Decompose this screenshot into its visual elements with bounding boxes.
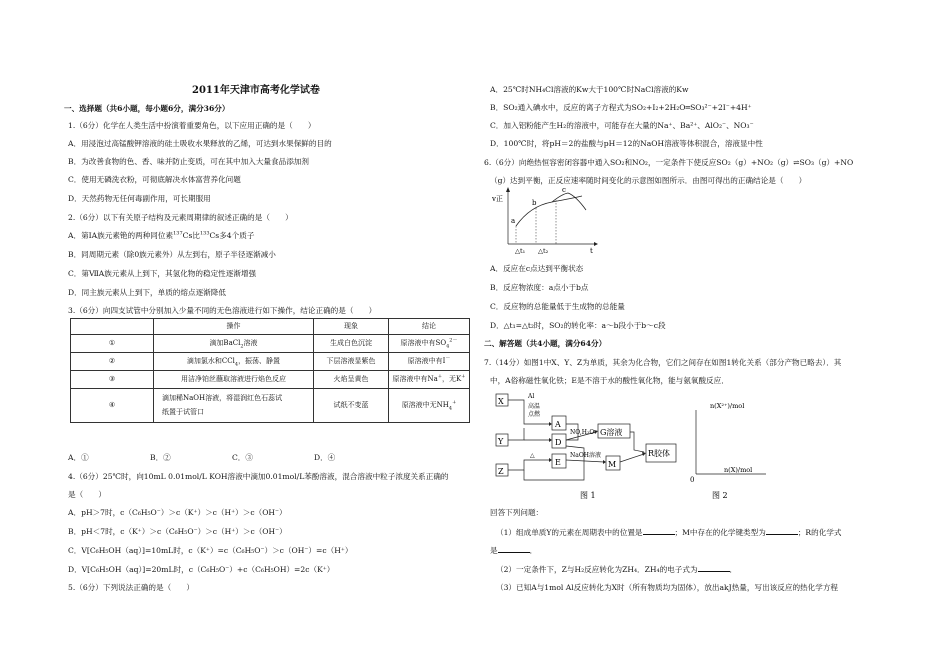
q3-header-operation: 操作 — [154, 319, 314, 335]
q7-part-1: （1）组成单质Y的元素在周期表中的位置是 ；M中存在的化学键类型为 ；R的化学式 — [496, 528, 842, 537]
q3-row1-phen: 生成白色沉淀 — [314, 335, 389, 353]
label-gaowen: 高温 — [528, 403, 541, 410]
label-r: R胶体 — [648, 449, 671, 458]
q6-x-label: t — [590, 247, 593, 255]
exam-title: 2011年天津市高考化学试卷 — [192, 85, 320, 96]
q6-rate-curve — [516, 196, 582, 226]
q5-stem: 5.（6分）下列说法正确的是（ ） — [68, 583, 194, 592]
q3-row2-phen: 下层溶液显紫色 — [314, 353, 389, 371]
label-naoh: NaOH溶液 — [570, 452, 601, 459]
fig2-y-label: n(X²⁺)/mol — [710, 402, 745, 410]
q7-stem-line1: 7.（14分）如图1中X、Y、Z为单质，其余为化合物，它们之间存在如图1转化关系（部分产物已略去）．其 — [484, 358, 842, 367]
figure-1-caption: 图 1 — [580, 491, 596, 500]
q5-option-b: B．SO₂通入碘水中，反应的离子方程式为SO₂+I₂+2H₂O═SO₃²⁻+2I⁻+4H⁺ — [490, 103, 752, 112]
answer-blank-2[interactable] — [766, 527, 798, 535]
q3-row4-con: 原溶液中无$NH_4^+$ — [389, 389, 470, 423]
q7-part-3: （3）已知A与1mol Al反应转化为X时（所有物质均为固体），放出akJ热量，写出该反应的热化学方程 — [496, 583, 839, 592]
q6-dt2-label: △t₂ — [538, 247, 549, 255]
arrowhead-e — [549, 458, 552, 462]
q7-figure-2 — [686, 390, 770, 502]
q2-option-c: C．第ⅦA族元素从上到下，其氢化物的稳定性逐渐增强 — [68, 269, 257, 278]
label-d: D — [555, 438, 562, 447]
q6-option-c: C．反应物的总能量低于生成物的总能量 — [490, 302, 625, 311]
q2-option-d: D．同主族元素从上到下，单质的熔点逐渐降低 — [68, 288, 226, 297]
q6-point-c: c — [562, 186, 566, 194]
q3-stem: 3.（6分）向四支试管中分别加入少量不同的无色溶液进行如下操作，结论正确的是（ ） — [68, 306, 377, 315]
q4-stem-line2: 是（ ） — [68, 490, 106, 499]
q3-table — [70, 318, 470, 423]
q6-dt1-label: △t₁ — [515, 247, 526, 255]
q3-option-b: B．② — [150, 453, 171, 462]
label-heat: △ — [530, 452, 535, 459]
q5-option-d: D．100℃时，将pH＝2的盐酸与pH＝12的NaOH溶液等体积混合，溶液显中性 — [490, 139, 763, 148]
q3-header-phenomenon: 现象 — [314, 319, 389, 335]
q7-part-1-cont: 是 ． — [490, 546, 538, 555]
q3-row4-phen: 试纸不变蓝 — [314, 389, 389, 423]
q4-stem-line1: 4.（6分）25℃时，向10mL 0.01mol/L KOH溶液中滴加0.01mol/L苯酚溶液，混合溶液中粒子浓度关系正确的 — [68, 472, 449, 481]
fig2-x-label: n(X)/mol — [724, 466, 753, 474]
label-dianran: 点燃 — [528, 411, 541, 418]
q6-point-a: a — [511, 217, 516, 225]
arrow-g-r — [630, 432, 644, 452]
arrowhead-g — [594, 430, 598, 434]
q7-stem-line2: 中，A俗称磁性氧化铁；E是不溶于水的酸性氧化物，能与氨氧酸反应． — [490, 376, 729, 385]
q2-option-b: B．同周期元素（除0族元素外）从左到右，原子半径逐渐减小 — [68, 250, 276, 259]
arrowhead-r — [642, 452, 646, 456]
table-row — [71, 371, 470, 389]
q5-option-a: A．25℃时NH₄Cl溶液的Kw大于100℃时NaCl溶液的Kw — [490, 85, 689, 94]
q6-option-b: B．反应物浓度：a点小于b点 — [490, 283, 589, 292]
arrow-z-e — [508, 460, 550, 470]
q3-option-a: A．① — [68, 453, 89, 462]
q3-row1-no: ① — [71, 335, 154, 353]
q1-option-c: C．使用无磷洗衣粉，可彻底解决水体富营养化问题 — [68, 175, 241, 184]
q3-row1-op: 滴加BaCl$_2$溶液 — [154, 335, 314, 353]
table-row — [71, 335, 470, 353]
q3-option-d: D．④ — [314, 453, 336, 462]
q3-row4-no: ④ — [71, 389, 154, 423]
q6-rate-curve-peak — [552, 193, 586, 210]
arrow-e-m — [566, 460, 604, 462]
label-z: Z — [498, 467, 504, 476]
section-1-header: 一、选择题（共6小题，每小题6分，满分36分） — [64, 104, 230, 113]
arrowhead-m — [603, 460, 606, 464]
q3-header-no — [71, 319, 154, 335]
q1-option-b: B．为改善食物的色、香、味并防止变质，可在其中加入大量食品添加剂 — [68, 157, 309, 166]
answer-blank-4[interactable] — [698, 564, 730, 572]
q1-option-d: D．天然药物无任何毒副作用，可长期服用 — [68, 194, 211, 203]
q6-point-b: b — [532, 199, 537, 207]
q3-row3-no: ③ — [71, 371, 154, 389]
q4-option-c: C．V[C₆H₅OH（aq）]=10mL时，c（K⁺）=c（C₆H₅O⁻）＞c（OH⁻）=c（H⁺） — [68, 546, 353, 555]
q3-header-conclusion: 结论 — [389, 319, 470, 335]
q3-row2-no: ② — [71, 353, 154, 371]
q7-part-2: （2）一定条件下，Z与H₂反应转化为ZH₄．ZH₄的电子式为 ． — [496, 565, 738, 574]
q1-option-a: A．用浸泡过高锰酸钾溶液的硅土吸收水果释放的乙烯，可达到水果保鲜的目的 — [68, 139, 332, 148]
q3-row1-con: 原溶液中有$SO_4^{2-}$ — [389, 335, 470, 353]
q3-row2-con: 原溶液中有I－ — [389, 353, 470, 371]
line-y-a — [508, 428, 524, 440]
q6-option-a: A．反应在c点达到平衡状态 — [490, 264, 584, 273]
q6-x-arrow — [594, 242, 598, 246]
q4-option-a: A．pH＞7时，c（C₆H₅O⁻）＞c（K⁺）＞c（H⁺）＞c（OH⁻） — [68, 508, 287, 517]
label-e: E — [555, 458, 561, 467]
q3-option-c: C．③ — [232, 453, 253, 462]
label-a: A — [555, 420, 561, 429]
q3-row2-op: 滴加氯水和CCl$_4$，振荡、静置 — [154, 353, 314, 371]
q5-option-c: C．加入铝粉能产生H₂的溶液中，可能存在大量的Na⁺、Ba²⁺、AlO₂⁻、NO₃⁻ — [490, 121, 754, 130]
table-row — [71, 389, 470, 423]
fig2-origin: 0 — [690, 476, 695, 484]
q7-answer-prompt: 回答下列问题： — [490, 508, 544, 517]
q6-y-label: v正 — [492, 195, 503, 203]
q6-rate-time-figure — [490, 186, 600, 256]
q4-option-b: B．pH＜7时，c（K⁺）＞c（C₆H₅O⁻）＞c（H⁺）＞c（OH⁻） — [68, 527, 287, 536]
label-x: X — [498, 397, 504, 406]
arrowhead-a — [549, 422, 552, 426]
figure-2-caption: 图 2 — [712, 491, 728, 500]
answer-blank-3[interactable] — [498, 545, 530, 553]
q1-stem: 1.（6分）化学在人类生活中扮演着重要角色，以下应用正确的是（ ） — [68, 121, 316, 130]
q2-stem: 2.（6分）以下有关原子结构及元素周期律的叙述正确的是（ ） — [68, 213, 293, 222]
label-al: Al — [528, 393, 535, 400]
q3-row3-phen: 火焰呈黄色 — [314, 371, 389, 389]
q6-y-arrow — [506, 187, 510, 192]
q6-stem-line1: 6.（6分）向绝热恒容密闭容器中通入SO₂和NO₂，一定条件下使反应SO₂（g）+NO₂（g）⇌SO₃（g）+NO — [484, 158, 854, 167]
q2-option-a: A．第IA族元素铯的两种同位素$^{137}$Cs比$^{133}$Cs多4个质子 — [68, 230, 255, 240]
label-g: G溶液 — [600, 428, 623, 437]
arrow-m-r — [620, 454, 644, 462]
label-y: Y — [498, 437, 504, 446]
q6-option-d: D．△t₁=△t₂时，SO₂的转化率：a～b段小于b～c段 — [490, 321, 666, 330]
q4-option-d: D．V[C₆H₅OH（aq）]=20mL时，c（C₆H₅O⁻）+c（C₆H₅OH）=2c（K⁺） — [68, 565, 335, 574]
section-2-header: 二、解答题（共4小题，满分64分） — [484, 339, 607, 348]
arrowhead-d — [549, 438, 552, 442]
q3-row4-op: 滴加稀NaOH溶液，将湿润红色石蕊试 纸置于试管口 — [154, 389, 314, 423]
q3-row3-con: 原溶液中有Na+，无K+ — [389, 371, 470, 389]
label-m: M — [608, 460, 617, 469]
q3-row3-op: 用洁净铂丝蘸取溶液进行焰色反应 — [154, 371, 314, 389]
q7-figure-1 — [494, 390, 704, 502]
table-row — [71, 353, 470, 371]
label-no-h2o: NO,H₂O — [570, 429, 595, 436]
answer-blank-1[interactable] — [643, 527, 675, 535]
q6-stem-line2: （g）达到平衡，正反应速率随时间变化的示意图如图所示．由图可得出的正确结论是（ ） — [490, 176, 807, 185]
q3-table-header-row — [71, 319, 470, 335]
